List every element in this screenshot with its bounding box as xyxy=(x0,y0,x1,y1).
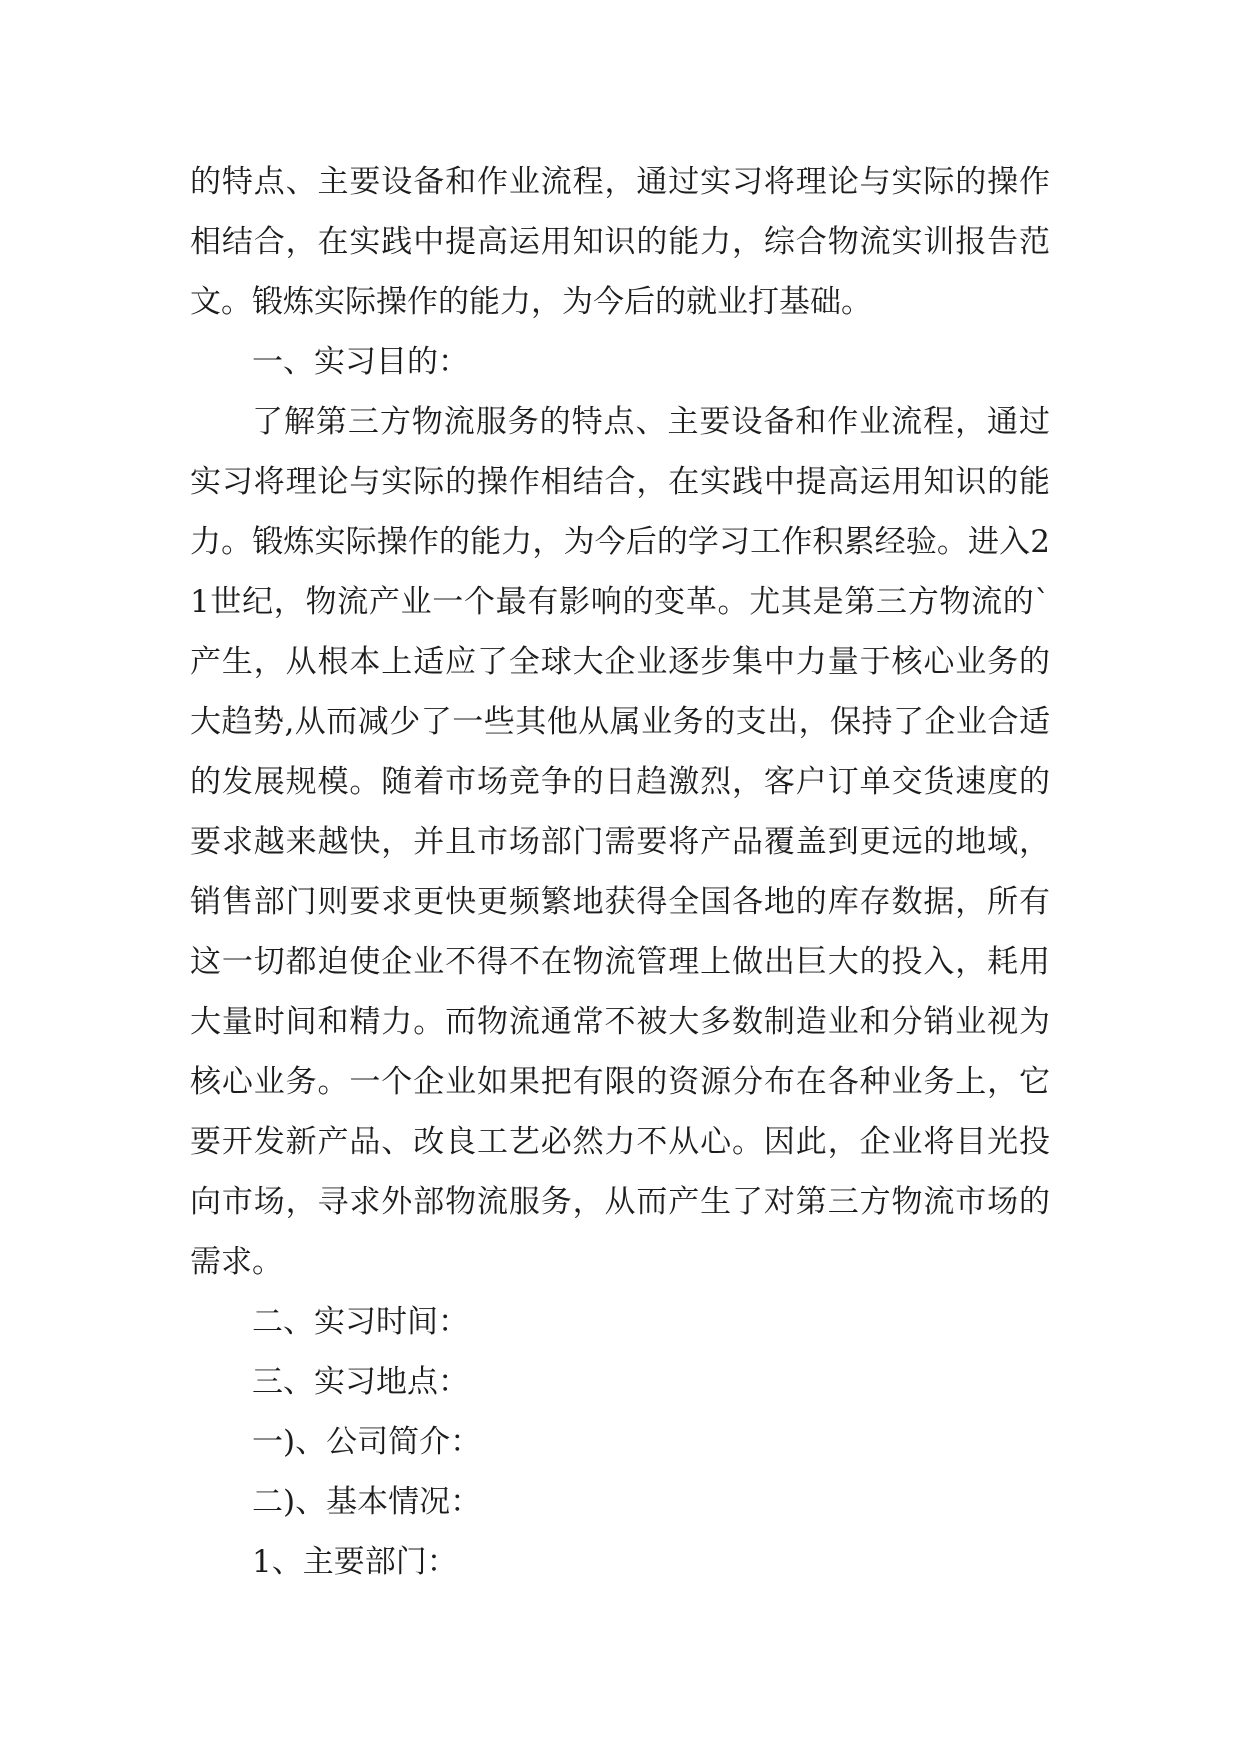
heading-company-profile: 一)、公司简介： xyxy=(252,1424,482,1460)
heading-internship-purpose: 一、实习目的： xyxy=(252,344,469,380)
paragraph-intro-continued: 的特点、主要设备和作业流程，通过实习将理论与实际的操作相结合，在实践中提高运用知识的能力，综合物流实训报告范文。锻炼实际操作的能力，为今后的就业打基础。 xyxy=(190,164,1050,320)
heading-internship-time: 二、实习时间： xyxy=(252,1304,469,1340)
heading-basic-situation: 二)、基本情况： xyxy=(252,1484,482,1520)
heading-internship-location: 三、实习地点： xyxy=(252,1364,469,1400)
document-body xyxy=(190,152,1050,1592)
heading-main-departments: 1、主要部门： xyxy=(252,1544,458,1580)
paragraph-internship-purpose: 了解第三方物流服务的特点、主要设备和作业流程，通过实习将理论与实际的操作相结合，在实践中提高运用知识的能力。锻炼实际操作的能力，为今后的学习工作积累经验。进入21世纪，物流产业一个最有影响的变革。尤其是第三方物流的`产生，从根本上适应了全球大企业逐步集中力量于核心业务的大趋势,从而减少了一些其他从属业务的支出，保持了企业合适的发展规模。随着市场竞争的日趋激烈，客户订单交货速度的要求越来越快，并且市场部门需要将产品覆盖到更远的地域，销售部门则要求更快更频繁地获得全国各地的库存数据，所有这一切都迫使企业不得不在物流管理上做出巨大的投入，耗用大量时间和精力。而物流通常不被大多数制造业和分销业视为核心业务。一个企业如果把有限的资源分布在各种业务上，它要开发新产品、改良工艺必然力不从心。因此，企业将目光投向市场，寻求外部物流服务，从而产生了对第三方物流市场的需求。 xyxy=(190,404,1050,1280)
